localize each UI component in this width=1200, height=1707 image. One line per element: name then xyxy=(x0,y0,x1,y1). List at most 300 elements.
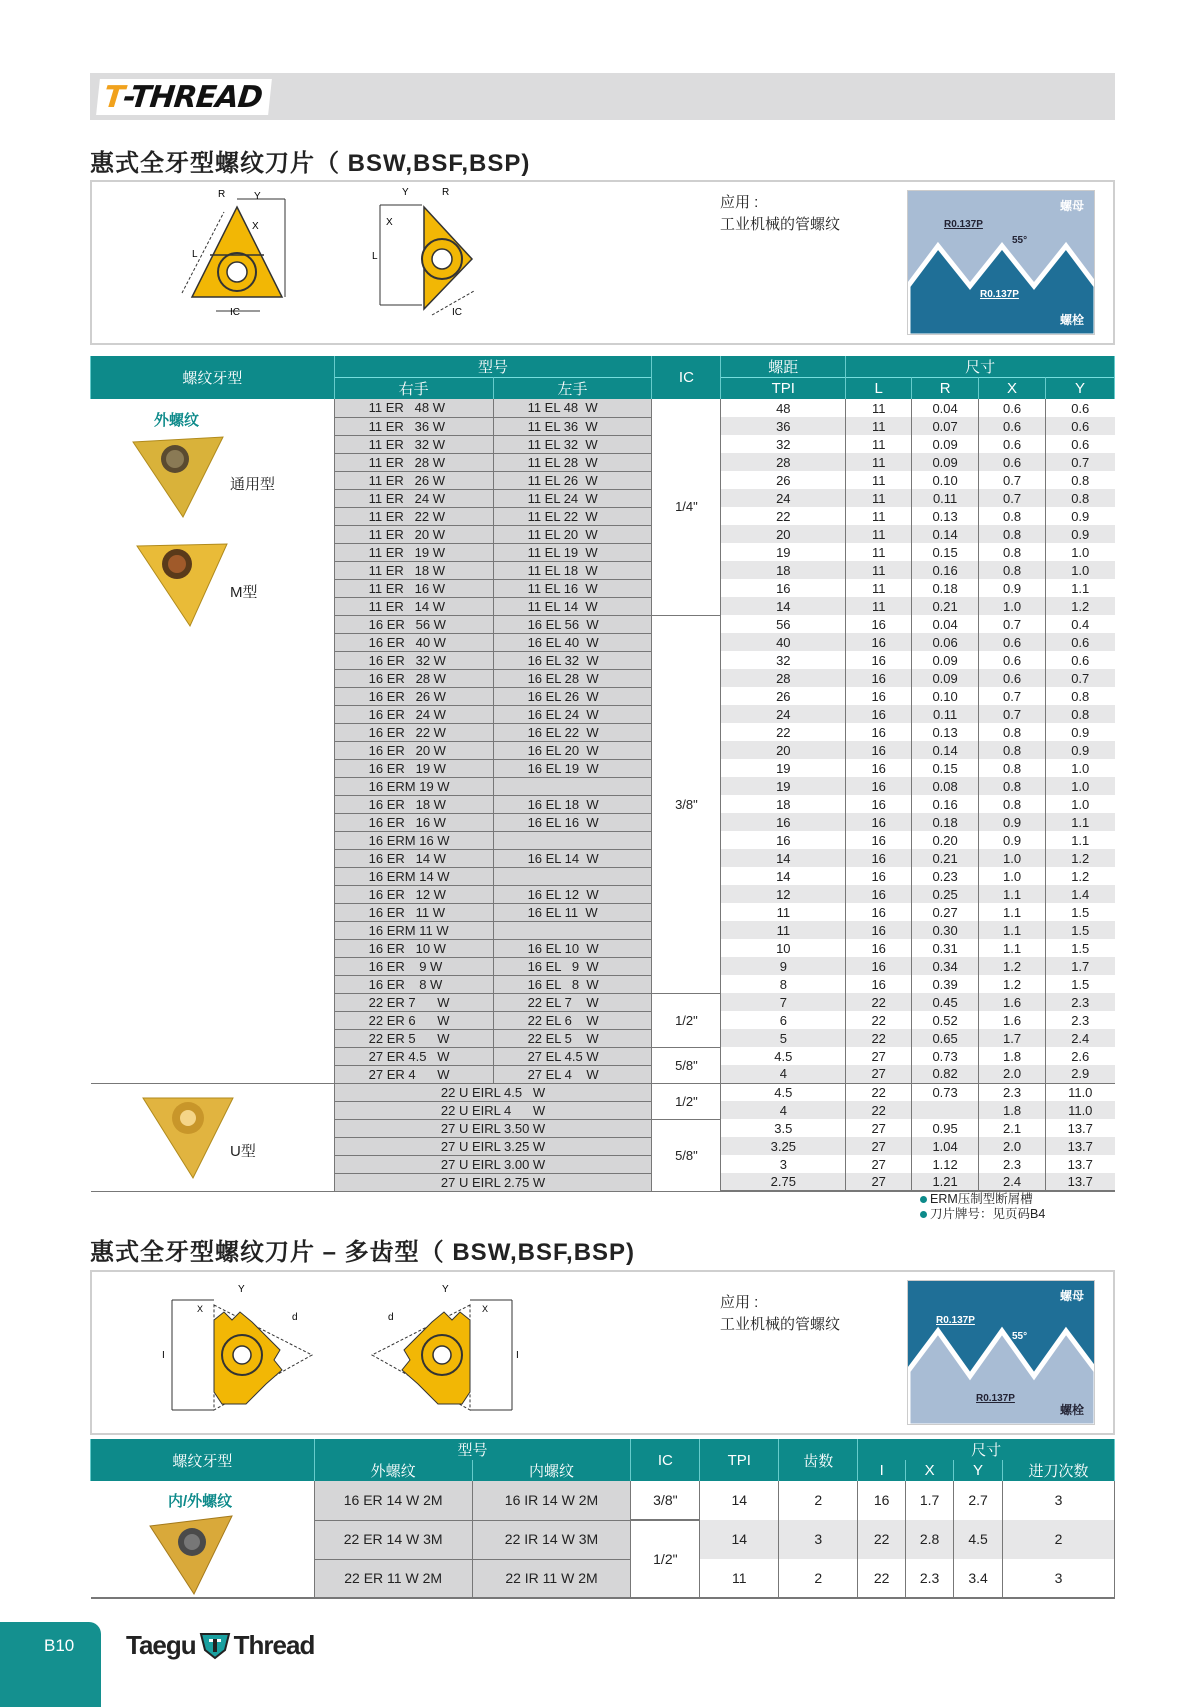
tpi-cell: 5 xyxy=(721,1029,846,1047)
left-hand-model: 16 EL 18 W xyxy=(493,795,652,813)
tpi-cell: 20 xyxy=(721,525,846,543)
tpi-cell: 56 xyxy=(776,616,791,632)
radius-bottom-label-2: R0.137P xyxy=(976,1393,1015,1404)
header-profile: 螺纹牙型 xyxy=(91,356,335,399)
left-hand-model: 11 EL 28 W xyxy=(493,453,652,471)
R-cell: 0.08 xyxy=(912,777,979,795)
header-I: I xyxy=(858,1460,906,1481)
teeth-cell: 2 xyxy=(779,1481,858,1520)
tpi-cell: 3.5 xyxy=(774,1120,793,1136)
brand-right: Thread xyxy=(233,1630,315,1660)
header-L: L xyxy=(846,378,912,400)
Y-cell: 2.6 xyxy=(1046,1047,1115,1065)
left-hand-model xyxy=(493,831,652,849)
X-cell: 0.9 xyxy=(979,831,1046,849)
R-cell: 0.95 xyxy=(912,1119,979,1137)
brand-left: Taegu xyxy=(126,1630,196,1660)
radius-bottom-label: R0.137P xyxy=(980,289,1019,300)
page-number-tab xyxy=(0,1622,101,1707)
left-hand-model: 22 EL 5 W xyxy=(493,1029,652,1047)
R-cell: 0.11 xyxy=(912,705,979,723)
R-cell: 0.10 xyxy=(912,687,979,705)
L-cell: 11 xyxy=(846,417,912,435)
thread-profile-diagram xyxy=(907,190,1095,335)
tpi-cell: 14 xyxy=(721,849,846,867)
svg-text:I: I xyxy=(516,1350,519,1361)
svg-text:X: X xyxy=(197,1304,204,1314)
L-cell: 11 xyxy=(846,543,912,561)
X-cell: 1.1 xyxy=(979,903,1046,921)
tpi-cell: 6 xyxy=(779,1012,787,1028)
X-cell: 1.0 xyxy=(979,867,1046,885)
tpi-cell: 14 xyxy=(700,1520,779,1559)
R-cell: 0.06 xyxy=(912,633,979,651)
tpi-cell: 11 xyxy=(721,921,846,939)
Y-cell: 1.1 xyxy=(1046,813,1115,831)
bolt-label-2: 螺栓 xyxy=(1059,1403,1084,1417)
tpi-cell: 3 xyxy=(779,1156,787,1172)
u-model: 27 U EIRL 3.00 W xyxy=(334,1155,652,1173)
right-hand-model: 16 ER 28 W xyxy=(334,669,493,687)
left-hand-model: 16 EL 10 W xyxy=(493,939,652,957)
R-cell: 0.82 xyxy=(912,1065,979,1083)
tpi-cell: 26 xyxy=(776,688,791,704)
header-external: 外螺纹 xyxy=(314,1460,472,1481)
Y-cell: 13.7 xyxy=(1046,1173,1115,1191)
u-model: 27 U EIRL 3.25 W xyxy=(334,1137,652,1155)
X-cell: 0.6 xyxy=(979,651,1046,669)
right-hand-model: 11 ER 48 W xyxy=(334,399,493,417)
R-cell: 0.18 xyxy=(912,579,979,597)
R-cell: 0.16 xyxy=(912,795,979,813)
R-cell: 0.21 xyxy=(912,849,979,867)
Y-cell: 13.7 xyxy=(1046,1155,1115,1173)
left-hand-model: 16 EL 14 W xyxy=(493,849,652,867)
R-cell: 0.73 xyxy=(912,1047,979,1065)
X-cell: 2.3 xyxy=(906,1559,954,1598)
R-cell: 0.13 xyxy=(912,507,979,525)
tpi-cell: 48 xyxy=(776,400,791,416)
X-cell: 2.8 xyxy=(906,1520,954,1559)
Y-cell: 1.0 xyxy=(1046,795,1115,813)
R-cell: 0.27 xyxy=(912,903,979,921)
tpi-cell: 36 xyxy=(721,417,846,435)
L-cell: 16 xyxy=(846,759,912,777)
right-hand-model: 11 ER 19 W xyxy=(334,543,493,561)
tpi-cell: 16 xyxy=(721,813,846,831)
X-cell: 1.7 xyxy=(979,1029,1046,1047)
table-row xyxy=(91,1481,1115,1520)
R-cell: 0.39 xyxy=(912,975,979,993)
X-cell: 0.6 xyxy=(979,453,1046,471)
section1-diagram-box xyxy=(90,180,1115,345)
X-cell: 0.8 xyxy=(979,723,1046,741)
svg-text:Y: Y xyxy=(238,1284,245,1295)
Y-cell: 1.5 xyxy=(1046,975,1115,993)
external-model: 22 ER 11 W 2M xyxy=(314,1559,472,1598)
ic-cell: 1/2" xyxy=(631,1520,700,1598)
L-cell: 16 xyxy=(846,723,912,741)
Y-cell: 0.7 xyxy=(1046,453,1115,471)
Y-cell: 2.9 xyxy=(1046,1065,1115,1083)
X-cell: 2.0 xyxy=(979,1137,1046,1155)
X-cell: 0.7 xyxy=(979,705,1046,723)
tpi-cell: 14 xyxy=(776,868,791,884)
Y-cell: 2.4 xyxy=(1046,1029,1115,1047)
R-cell: 0.04 xyxy=(912,615,979,633)
svg-text:d: d xyxy=(388,1312,394,1323)
svg-text:Y: Y xyxy=(254,191,261,202)
right-hand-model: 16 ER 12 W xyxy=(334,885,493,903)
R-cell: 0.15 xyxy=(912,543,979,561)
tpi-cell: 19 xyxy=(721,777,846,795)
R-cell: 0.04 xyxy=(912,399,979,417)
Y-cell: 0.8 xyxy=(1046,687,1115,705)
svg-text:IC: IC xyxy=(452,307,462,318)
L-cell: 16 xyxy=(846,831,912,849)
left-hand-model: 11 EL 19 W xyxy=(493,543,652,561)
left-hand-model: 16 EL 26 W xyxy=(493,687,652,705)
R-cell: 0.11 xyxy=(912,489,979,507)
tpi-cell: 24 xyxy=(721,705,846,723)
L-cell: 16 xyxy=(846,939,912,957)
tpi-cell: 20 xyxy=(721,741,846,759)
right-hand-model: 22 ER 5 W xyxy=(334,1029,493,1047)
X-cell: 0.6 xyxy=(979,417,1046,435)
L-cell: 27 xyxy=(846,1173,912,1191)
I-cell: 22 xyxy=(858,1520,906,1559)
tpi-cell: 4 xyxy=(721,1101,846,1119)
L-cell: 16 xyxy=(846,795,912,813)
L-cell: 11 xyxy=(846,579,912,597)
logo-text: -THREAD xyxy=(121,79,264,115)
R-cell: 0.31 xyxy=(912,939,979,957)
Y-cell: 3.4 xyxy=(954,1559,1003,1598)
L-cell: 11 xyxy=(846,453,912,471)
right-hand-model: 16 ER 11 W xyxy=(334,903,493,921)
X-cell: 0.6 xyxy=(979,435,1046,453)
right-hand-model: 16 ERM 14 W xyxy=(334,867,493,885)
X-cell: 0.8 xyxy=(979,759,1046,777)
L-cell: 16 xyxy=(846,885,912,903)
tpi-cell: 32 xyxy=(776,652,791,668)
left-hand-model: 11 EL 48 W xyxy=(493,399,652,417)
header-ic: IC xyxy=(652,356,721,399)
left-hand-model: 16 EL 28 W xyxy=(493,669,652,687)
thread-profile-diagram-2 xyxy=(907,1280,1095,1425)
right-hand-model: 16 ER 56 W xyxy=(334,615,493,633)
left-hand-model: 16 EL 12 W xyxy=(493,885,652,903)
L-cell: 11 xyxy=(846,507,912,525)
Y-cell: 1.0 xyxy=(1046,759,1115,777)
left-hand-model: 11 EL 16 W xyxy=(493,579,652,597)
right-hand-model: 16 ER 19 W xyxy=(334,759,493,777)
application-text-2: 工业机械的管螺纹 xyxy=(720,1316,841,1333)
X-cell: 1.1 xyxy=(979,885,1046,903)
tpi-cell: 11 xyxy=(700,1559,779,1598)
left-hand-model: 16 EL 40 W xyxy=(493,633,652,651)
tpi-cell: 16 xyxy=(776,832,791,848)
R-cell: 0.14 xyxy=(912,525,979,543)
left-hand-model: 11 EL 22 W xyxy=(493,507,652,525)
tpi-cell: 10 xyxy=(776,940,791,956)
L-cell: 27 xyxy=(846,1119,912,1137)
left-hand-model: 16 EL 19 W xyxy=(493,759,652,777)
header-tpi: TPI xyxy=(721,378,846,400)
ic-cell: 3/8" xyxy=(652,615,721,993)
L-cell: 16 xyxy=(846,615,912,633)
L-cell: 11 xyxy=(846,489,912,507)
svg-text:R: R xyxy=(442,187,450,198)
left-hand-model: 11 EL 26 W xyxy=(493,471,652,489)
R-cell: 0.52 xyxy=(912,1011,979,1029)
X-cell: 1.1 xyxy=(979,939,1046,957)
general-insert-image-icon xyxy=(128,432,228,522)
Y-cell: 1.5 xyxy=(1046,921,1115,939)
header-X-2: X xyxy=(906,1460,954,1481)
header-X: X xyxy=(979,378,1046,400)
L-cell: 16 xyxy=(846,687,912,705)
L-cell: 16 xyxy=(846,849,912,867)
Y-cell: 11.0 xyxy=(1046,1083,1115,1101)
external-thread-label: 外螺纹 xyxy=(154,412,200,429)
Y-cell: 1.0 xyxy=(1046,561,1115,579)
multi-tooth-insert-image-icon xyxy=(146,1512,236,1597)
L-cell: 16 xyxy=(846,957,912,975)
left-hand-model: 16 EL 22 W xyxy=(493,723,652,741)
right-hand-model: 27 ER 4 W xyxy=(334,1065,493,1083)
Y-cell: 1.2 xyxy=(1046,597,1115,615)
L-cell: 11 xyxy=(846,525,912,543)
L-cell: 16 xyxy=(846,651,912,669)
header-ic-2: IC xyxy=(631,1439,700,1481)
left-hand-model: 16 EL 11 W xyxy=(493,903,652,921)
right-hand-model: 11 ER 16 W xyxy=(334,579,493,597)
tpi-cell: 28 xyxy=(721,669,846,687)
L-cell: 16 xyxy=(846,705,912,723)
svg-text:d: d xyxy=(292,1312,298,1323)
left-hand-model: 16 EL 24 W xyxy=(493,705,652,723)
X-cell: 1.6 xyxy=(979,993,1046,1011)
right-hand-model: 11 ER 18 W xyxy=(334,561,493,579)
header-right-hand: 右手 xyxy=(334,378,493,400)
X-cell: 2.1 xyxy=(979,1119,1046,1137)
Y-cell: 0.6 xyxy=(1046,399,1115,417)
svg-text:X: X xyxy=(482,1304,489,1314)
tpi-cell: 4.5 xyxy=(721,1083,846,1101)
X-cell: 0.9 xyxy=(979,813,1046,831)
multi-tooth-spec-table xyxy=(90,1439,1115,1599)
Y-cell: 11.0 xyxy=(1046,1101,1115,1119)
insert-drawing-right-icon xyxy=(162,187,312,337)
Y-cell: 0.6 xyxy=(1046,633,1115,651)
tpi-cell: 4.5 xyxy=(774,1048,793,1064)
application-label-2: 应用 : xyxy=(720,1294,759,1311)
L-cell: 22 xyxy=(846,1029,912,1047)
tpi-cell: 7 xyxy=(721,993,846,1011)
tpi-cell: 4 xyxy=(721,1065,846,1083)
X-cell: 2.3 xyxy=(979,1083,1046,1101)
right-hand-model: 16 ER 8 W xyxy=(334,975,493,993)
Y-cell: 1.5 xyxy=(1046,903,1115,921)
X-cell: 0.9 xyxy=(979,579,1046,597)
Y-cell: 0.9 xyxy=(1046,507,1115,525)
tpi-cell: 19 xyxy=(776,760,791,776)
X-cell: 0.8 xyxy=(979,777,1046,795)
tpi-cell: 9 xyxy=(721,957,846,975)
L-cell: 11 xyxy=(846,597,912,615)
svg-text:X: X xyxy=(252,221,259,232)
R-cell: 0.10 xyxy=(912,471,979,489)
L-cell: 11 xyxy=(846,435,912,453)
left-hand-model: 11 EL 32 W xyxy=(493,435,652,453)
R-cell: 0.25 xyxy=(912,885,979,903)
right-hand-model: 16 ER 14 W xyxy=(334,849,493,867)
X-cell: 1.2 xyxy=(979,957,1046,975)
right-hand-model: 22 ER 7 W xyxy=(334,993,493,1011)
page-number: B10 xyxy=(44,1636,75,1655)
left-hand-model: 11 EL 36 W xyxy=(493,417,652,435)
tpi-cell: 14 xyxy=(721,597,846,615)
Y-cell: 0.8 xyxy=(1046,471,1115,489)
external-model: 22 ER 14 W 3M xyxy=(314,1520,472,1559)
left-hand-model: 16 EL 8 W xyxy=(493,975,652,993)
Y-cell: 0.9 xyxy=(1046,741,1115,759)
left-hand-model: 22 EL 7 W xyxy=(493,993,652,1011)
R-cell: 1.21 xyxy=(912,1173,979,1191)
R-cell: 0.16 xyxy=(912,561,979,579)
brand-shield-icon xyxy=(199,1632,231,1660)
I-cell: 22 xyxy=(858,1559,906,1598)
right-hand-model: 16 ERM 19 W xyxy=(334,777,493,795)
right-hand-model: 27 ER 4.5 W xyxy=(334,1047,493,1065)
Y-cell: 0.6 xyxy=(1046,417,1115,435)
header-passes: 进刀次数 xyxy=(1003,1460,1115,1481)
L-cell: 16 xyxy=(846,903,912,921)
passes-cell: 3 xyxy=(1003,1481,1115,1520)
X-cell: 0.8 xyxy=(979,561,1046,579)
svg-text:Y: Y xyxy=(402,187,409,198)
L-cell: 27 xyxy=(846,1065,912,1083)
X-cell: 1.6 xyxy=(979,1011,1046,1029)
tpi-cell: 19 xyxy=(776,544,791,560)
left-hand-model: 11 EL 20 W xyxy=(493,525,652,543)
u-model: 22 U EIRL 4.5 W xyxy=(334,1083,652,1101)
R-cell: 0.13 xyxy=(912,723,979,741)
nut-label: 螺母 xyxy=(1059,199,1084,213)
tpi-cell: 22 xyxy=(776,508,791,524)
header-model: 型号 xyxy=(334,356,652,378)
ic-cell: 1/2" xyxy=(652,993,721,1047)
header-internal: 内螺纹 xyxy=(472,1460,631,1481)
ic-cell: 1/2" xyxy=(652,1083,721,1119)
L-cell: 16 xyxy=(846,975,912,993)
tpi-cell: 26 xyxy=(776,472,791,488)
header-Y: Y xyxy=(1046,378,1115,400)
u-type-insert-image-icon xyxy=(138,1090,238,1180)
R-cell: 0.73 xyxy=(912,1083,979,1101)
right-hand-model: 16 ER 9 W xyxy=(334,957,493,975)
header-banner xyxy=(90,73,1115,120)
Y-cell: 1.2 xyxy=(1046,849,1115,867)
note-item: ERM压制型断屑槽 xyxy=(920,1192,1045,1207)
X-cell: 0.8 xyxy=(979,525,1046,543)
section1-title: 惠式全牙型螺纹刀片（ BSW,BSF,BSP) xyxy=(90,150,531,177)
teeth-cell: 3 xyxy=(779,1520,858,1559)
tpi-cell: 18 xyxy=(721,561,846,579)
tpi-cell: 8 xyxy=(779,976,787,992)
R-cell: 0.34 xyxy=(912,957,979,975)
R-cell: 0.09 xyxy=(912,651,979,669)
left-hand-model: 16 EL 16 W xyxy=(493,813,652,831)
X-cell: 0.8 xyxy=(979,507,1046,525)
tpi-cell: 40 xyxy=(721,633,846,651)
right-hand-model: 16 ER 32 W xyxy=(334,651,493,669)
tpi-cell: 12 xyxy=(721,885,846,903)
table-notes xyxy=(920,1192,1045,1222)
Y-cell: 2.3 xyxy=(1046,993,1115,1011)
right-hand-model: 11 ER 20 W xyxy=(334,525,493,543)
X-cell: 0.7 xyxy=(979,471,1046,489)
R-cell: 1.12 xyxy=(912,1155,979,1173)
left-hand-model: 22 EL 6 W xyxy=(493,1011,652,1029)
passes-cell: 3 xyxy=(1003,1559,1115,1598)
header-tpi-2: TPI xyxy=(700,1439,779,1481)
right-hand-model: 16 ER 40 W xyxy=(334,633,493,651)
svg-text:I: I xyxy=(162,1350,165,1361)
X-cell: 0.7 xyxy=(979,687,1046,705)
t-thread-logo: T -THREAD xyxy=(96,79,272,115)
right-hand-model: 11 ER 14 W xyxy=(334,597,493,615)
section2-diagram-box xyxy=(90,1270,1115,1435)
ic-cell: 1/4" xyxy=(652,399,721,615)
left-hand-model: 16 EL 9 W xyxy=(493,957,652,975)
X-cell: 2.3 xyxy=(979,1155,1046,1173)
left-hand-model: 11 EL 24 W xyxy=(493,489,652,507)
X-cell: 0.8 xyxy=(979,795,1046,813)
Y-cell: 1.4 xyxy=(1046,885,1115,903)
X-cell: 1.2 xyxy=(979,975,1046,993)
X-cell: 1.1 xyxy=(979,921,1046,939)
left-hand-model: 27 EL 4.5 W xyxy=(493,1047,652,1065)
Y-cell: 0.6 xyxy=(1046,435,1115,453)
header-dimensions: 尺寸 xyxy=(846,356,1115,378)
brand-logo xyxy=(126,1630,314,1661)
X-cell: 2.4 xyxy=(979,1173,1046,1191)
u-model: 27 U EIRL 3.50 W xyxy=(334,1119,652,1137)
ic-cell: 5/8" xyxy=(652,1119,721,1191)
right-hand-model: 16 ERM 11 W xyxy=(334,921,493,939)
Y-cell: 1.2 xyxy=(1046,867,1115,885)
Y-cell: 1.7 xyxy=(1046,957,1115,975)
u-model: 22 U EIRL 4 W xyxy=(334,1101,652,1119)
multi-tooth-drawing-right-icon xyxy=(162,1280,342,1430)
L-cell: 11 xyxy=(846,399,912,417)
X-cell: 0.6 xyxy=(979,399,1046,417)
insert-drawing-left-icon xyxy=(362,187,512,337)
application-text: 工业机械的管螺纹 xyxy=(720,216,841,233)
right-hand-model: 11 ER 24 W xyxy=(334,489,493,507)
Y-cell: 2.7 xyxy=(954,1481,1003,1520)
X-cell: 1.8 xyxy=(979,1101,1046,1119)
R-cell: 0.09 xyxy=(912,669,979,687)
external-model: 16 ER 14 W 2M xyxy=(314,1481,472,1520)
Y-cell: 13.7 xyxy=(1046,1137,1115,1155)
X-cell: 0.7 xyxy=(979,489,1046,507)
X-cell: 0.8 xyxy=(979,543,1046,561)
Y-cell: 1.1 xyxy=(1046,831,1115,849)
right-hand-model: 11 ER 32 W xyxy=(334,435,493,453)
